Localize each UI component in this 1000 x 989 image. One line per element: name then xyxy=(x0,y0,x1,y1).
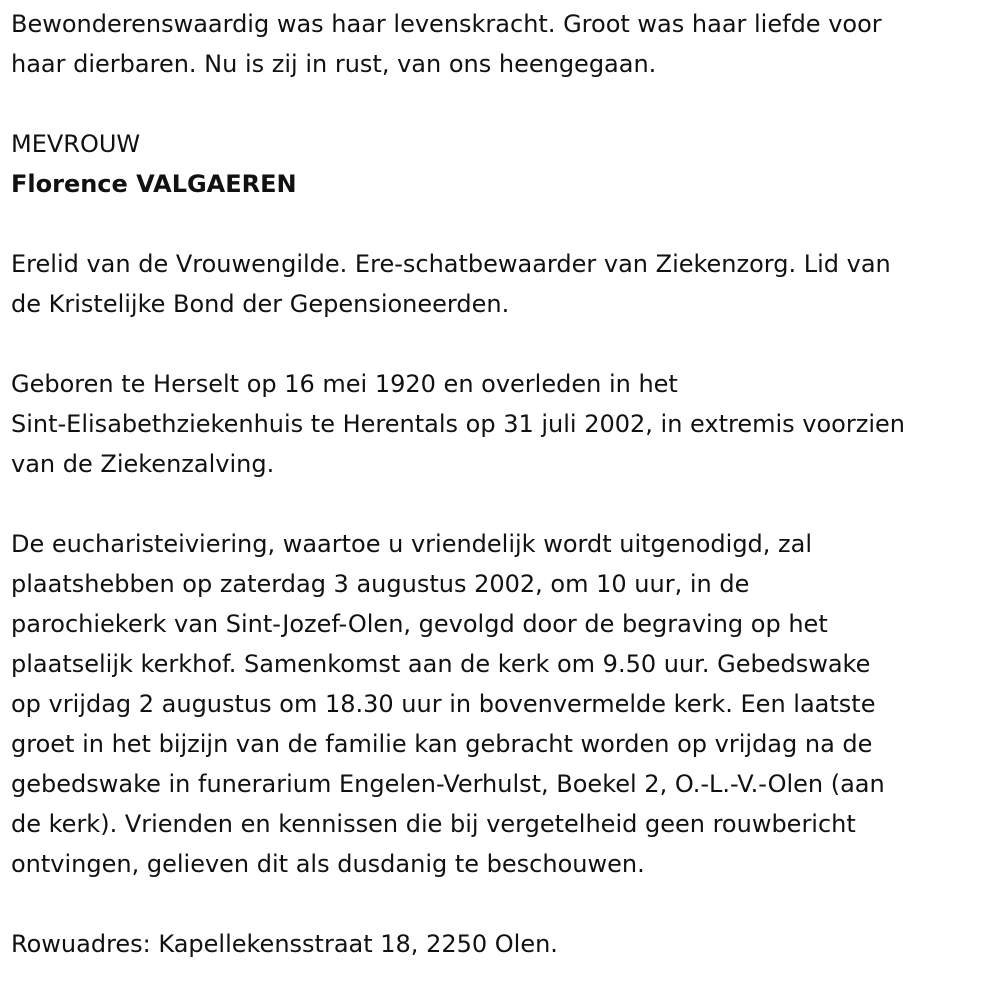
obituary-document xyxy=(11,4,996,964)
birth-death-paragraph: Geboren te Herselt op 16 mei 1920 en overleden in het Sint-Elisabethziekenhuis te Herentals op 31 juli 2002, in extremis voorzien van de Ziekenzalving. xyxy=(11,370,905,478)
deceased-name: Florence VALGAEREN xyxy=(11,170,297,198)
opening-paragraph: Bewonderenswaardig was haar levenskracht. Groot was haar liefde voor haar dierbaren. Nu is zij in rust, van ons heengegaan. xyxy=(11,10,882,78)
ceremony-paragraph: De eucharisteiviering, waartoe u vriendelijk wordt uitgenodigd, zal plaatshebben op zaterdag 3 augustus 2002, om 10 uur, in de parochiekerk van Sint-Jozef-Olen, gevolgd door de begraving op het plaatselijk kerkhof. Samenkomst aan de kerk om 9.50 uur. Gebedswake op vrijdag 2 augustus om 18.30 uur in bovenvermelde kerk. Een laatste groet in het bijzijn van de familie kan gebracht worden op vrijdag na de gebedswake in funerarium Engelen-Verhulst, Boekel 2, O.-L.-V.-Olen (aan de kerk). Vrienden en kennissen die bij vergetelheid geen rouwbericht ontvingen, gelieven dit als dusdanig te beschouwen. xyxy=(11,530,885,878)
honorific-title: MEVROUW xyxy=(11,130,141,158)
memberships-paragraph: Erelid van de Vrouwengilde. Ere-schatbewaarder van Ziekenzorg. Lid van de Kristelijke Bond der Gepensioneerden. xyxy=(11,250,891,318)
address-paragraph: Rowuadres: Kapellekensstraat 18, 2250 Olen. xyxy=(11,930,558,958)
